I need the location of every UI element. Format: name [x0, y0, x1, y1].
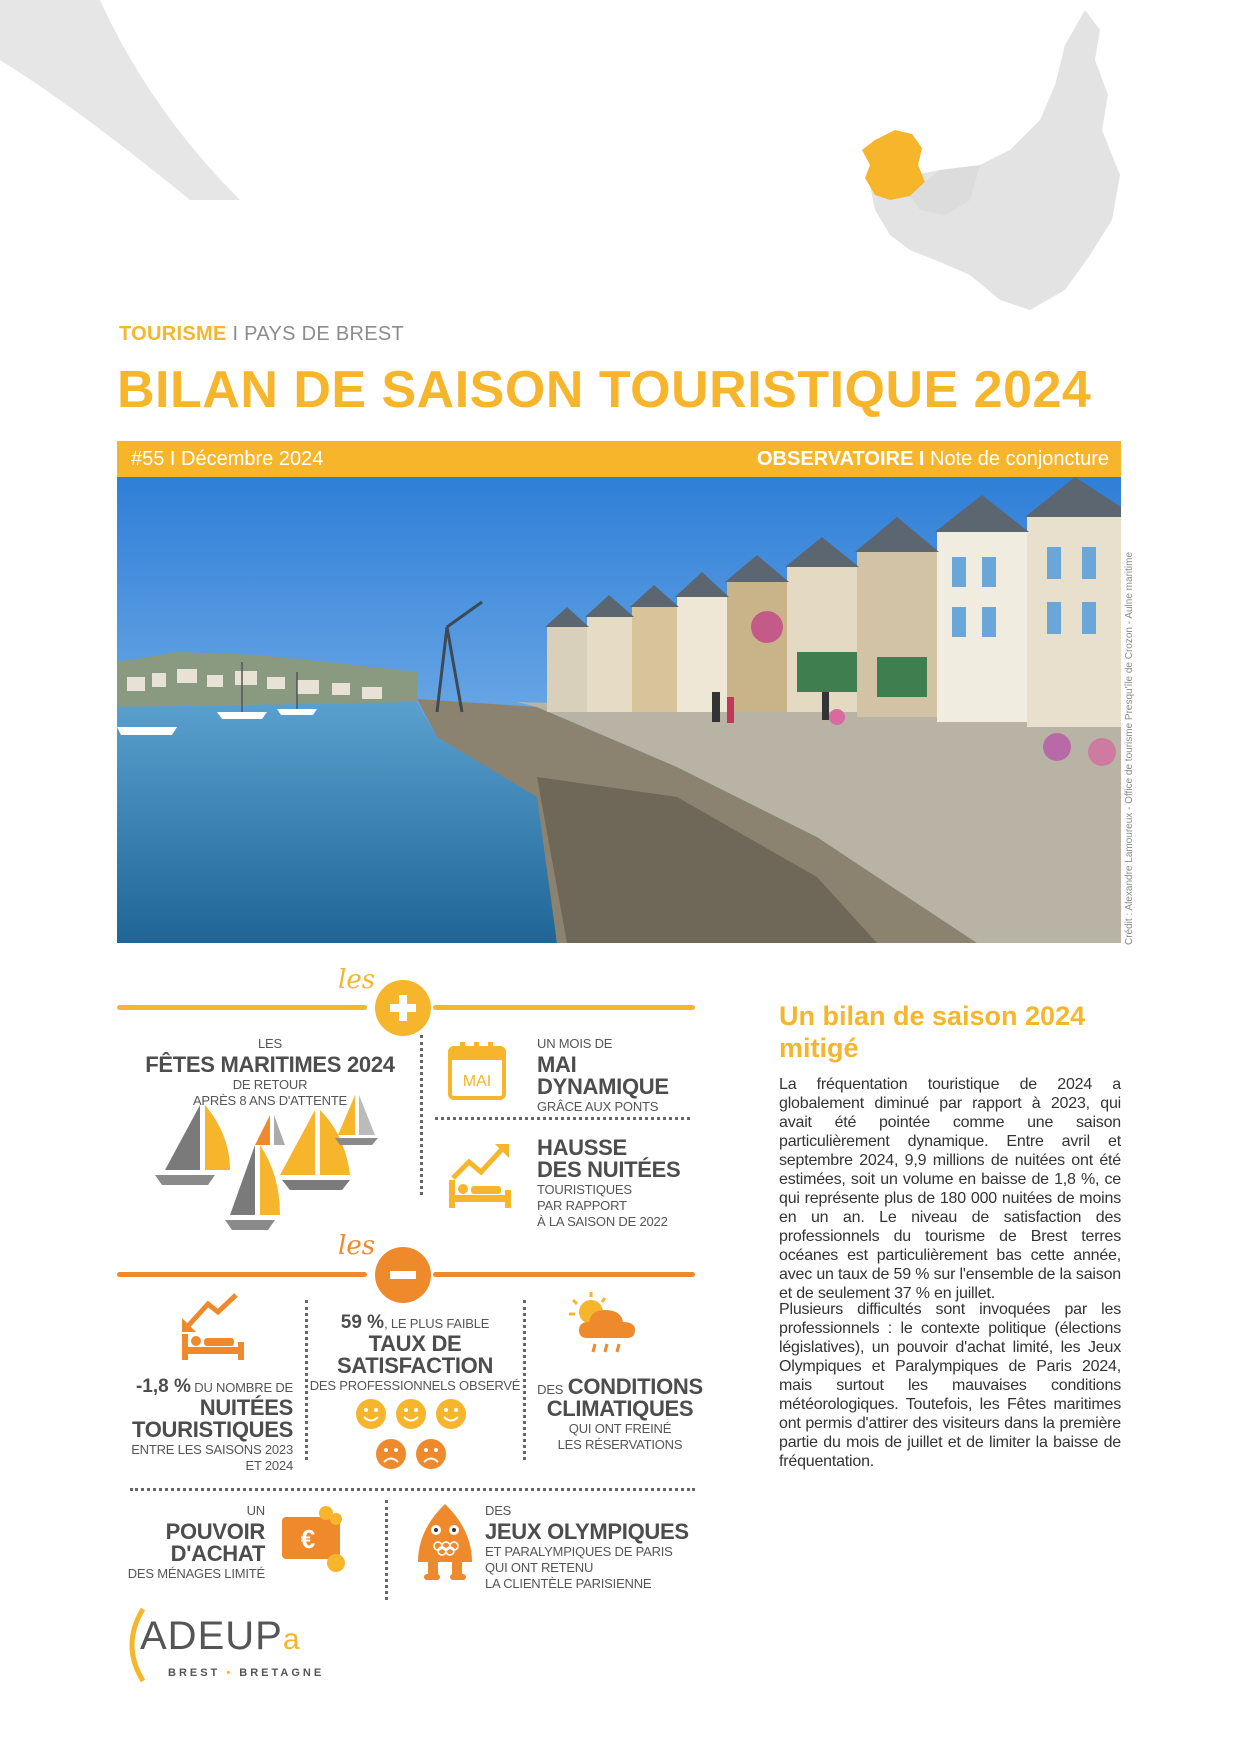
plus-icon: [388, 993, 418, 1023]
satisfaction-sub: DES PROFESSIONNELS OBSERVÉ: [309, 1378, 521, 1393]
negatives-heading: les: [338, 1231, 376, 1261]
jeux-pre: DES: [485, 1503, 512, 1518]
satisfaction-title-1: TAUX DE: [368, 1331, 462, 1356]
calendar-icon: [447, 1040, 507, 1102]
satisfaction-pre: , LE PLUS FAIBLE: [384, 1316, 490, 1331]
article-title: Un bilan de saison 2024 mitigé: [779, 1001, 1086, 1064]
pouvoir-pre: UN: [246, 1503, 265, 1518]
positives-heading: les: [338, 965, 376, 995]
minus-badge: [375, 1247, 431, 1303]
pouvoir-title-2: D'ACHAT: [170, 1541, 265, 1566]
negatives-divider-horizontal: [130, 1488, 695, 1491]
mai-title-2: DYNAMIQUE: [537, 1074, 669, 1099]
olympic-mascot-icon: [410, 1500, 480, 1590]
weather-icon: [565, 1290, 645, 1362]
issue-band: [117, 441, 1121, 477]
rising-nights-icon: [445, 1140, 515, 1210]
article-paragraph-1: La fréquentation touristique de 2024 a globalement diminué par rapport à 2023, qui avait été pointée comme une saison particulièrement dynamique. Entre avril et septembre 2024, 9,9 millions de nuitées ont été estimées, soit un volume en baisse de 1,8 %, ce qui représente plus de 180 000 nuitées de moins en un an. Le niveau de satisfaction des professionnels du tourisme de Brest terres océanes est particulièrement bas cette année, avec un taux de 59 % sur l'ensemble de la saison et de seulement 37 % en juillet.: [779, 1076, 1121, 1303]
negatives-divider-3: [385, 1500, 388, 1600]
negatives-line-left: [117, 1272, 367, 1277]
fetes-pre: LES: [258, 1036, 282, 1051]
harbour-photo: [117, 477, 1121, 943]
adeupa-logo-wordmark: ADEUPa: [140, 1614, 301, 1658]
jeux-sub-3: LA CLIENTÈLE PARISIENNE: [485, 1576, 652, 1591]
nuitees-pre: DU NOMBRE DE: [190, 1380, 293, 1395]
satisfaction-title-2: SATISFACTION: [336, 1353, 494, 1378]
nuitees-title-2: TOURISTIQUES: [131, 1417, 293, 1442]
mai-sub: GRÂCE AUX PONTS: [537, 1099, 659, 1114]
climat-title-1: CONDITIONS: [567, 1374, 703, 1399]
minus-icon: [388, 1260, 418, 1290]
fetes-sub2: APRÈS 8 ANS D'ATTENTE: [192, 1093, 348, 1108]
jeux-sub-1: ET PARALYMPIQUES DE PARIS: [485, 1544, 673, 1559]
positives-divider-vertical: [420, 1035, 423, 1195]
positives-line-left: [117, 1005, 367, 1010]
hausse-title-2: DES NUITÉES: [537, 1157, 681, 1182]
plus-badge: [375, 980, 431, 1036]
adeupa-logo-subtitle: BREST • BRETAGNE: [168, 1667, 325, 1679]
nuitees-sub-1: ENTRE LES SAISONS 2023: [131, 1442, 293, 1457]
page-title: BILAN DE SAISON TOURISTIQUE 2024: [117, 361, 1092, 419]
fetes-title: FÊTES MARITIMES 2024: [145, 1052, 395, 1077]
photo-credit: Crédit : Alexandre Lamoureux - Office de tourisme Presqu'île de Crozon - Aulne maritime: [1124, 551, 1135, 945]
article-paragraph-2: Plusieurs difficultés sont invoquées par les professionnels : le contexte politique (élections législatives), un pouvoir d'achat limité, les Jeux Olympiques et Paralympiques de Paris 2024, mais surtout les mauvaises conditions météorologiques. Toutefois, les Fêtes maritimes ont permis d'attirer des visiteurs dans la première partie du mois de juillet et de limiter la baisse de fréquentation.: [779, 1301, 1121, 1471]
smiley-faces-icon: [355, 1398, 475, 1474]
pouvoir-title-1: POUVOIR: [165, 1519, 265, 1544]
mai-pre: UN MOIS DE: [537, 1036, 613, 1051]
observatory-label: OBSERVATOIRE I Note de conjoncture: [756, 447, 1109, 470]
climat-pre: DES: [537, 1382, 564, 1397]
climat-sub-1: QUI ONT FREINÉ: [568, 1421, 672, 1436]
hausse-sub-3: À LA SAISON DE 2022: [537, 1214, 668, 1229]
brittany-region-map: [850, 0, 1130, 330]
euro-symbol: €: [300, 1524, 316, 1554]
decorative-corner-arc: [0, 0, 240, 200]
pouvoir-sub: DES MÉNAGES LIMITÉ: [127, 1566, 265, 1581]
positives-line-right: [433, 1005, 695, 1010]
negatives-divider-2: [523, 1300, 526, 1460]
sailboats-icon: [150, 1075, 410, 1235]
climat-title-2: CLIMATIQUES: [546, 1396, 694, 1421]
jeux-title: JEUX OLYMPIQUES: [485, 1519, 689, 1544]
calendar-label: MAI: [462, 1073, 492, 1090]
satisfaction-value: 59 %: [340, 1312, 385, 1333]
header-kicker: TOURISME I PAYS DE BREST: [119, 323, 405, 345]
nuitees-value: -1,8 %: [135, 1376, 191, 1397]
hausse-sub-1: TOURISTIQUES: [537, 1182, 632, 1197]
nuitees-title-1: NUITÉES: [199, 1395, 293, 1420]
climat-sub-2: LES RÉSERVATIONS: [557, 1437, 683, 1452]
negatives-line-right: [433, 1272, 695, 1277]
fetes-sub1: DE RETOUR: [232, 1077, 308, 1092]
positives-divider-horizontal: [435, 1117, 690, 1120]
hausse-title-1: HAUSSE: [537, 1135, 627, 1160]
nuitees-sub-2: ET 2024: [245, 1458, 293, 1473]
wallet-euro-icon: [278, 1505, 350, 1573]
jeux-sub-2: QUI ONT RETENU: [485, 1560, 594, 1575]
falling-nights-icon: [178, 1290, 248, 1362]
mai-title-1: MAI: [537, 1052, 577, 1077]
issue-number: #55 I Décembre 2024: [131, 447, 324, 470]
hausse-sub-2: PAR RAPPORT: [537, 1198, 627, 1213]
